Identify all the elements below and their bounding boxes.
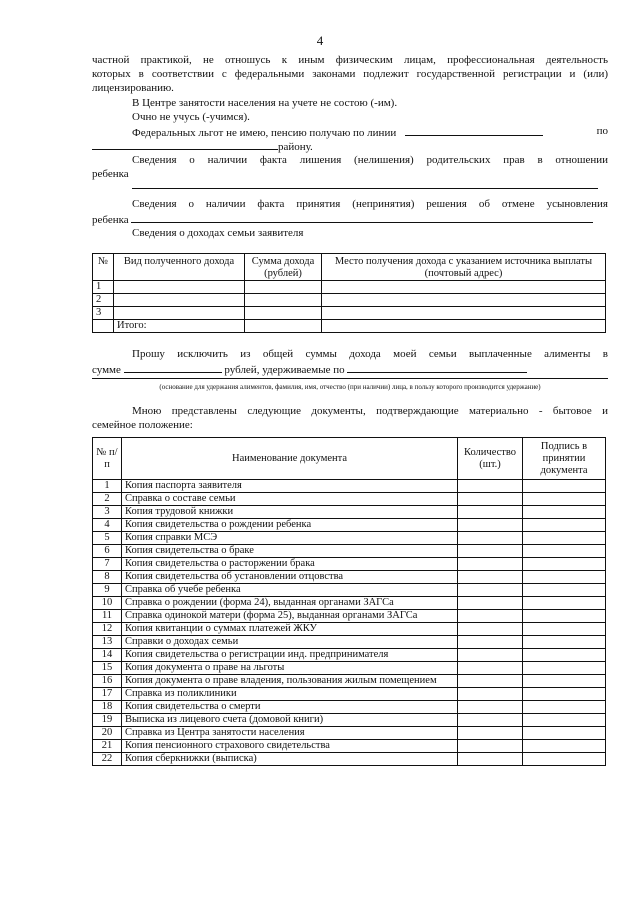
benefits-text-po: по <box>596 125 608 137</box>
adoption-field[interactable] <box>131 211 593 223</box>
doc-name: Справка об учебе ребенка <box>122 584 458 597</box>
doc-num: 12 <box>93 623 122 636</box>
income-row-num: 3 <box>93 307 114 320</box>
income-table-header <box>93 254 606 281</box>
income-row-num: 2 <box>93 294 114 307</box>
doc-sign-cell[interactable] <box>523 662 606 675</box>
table-row <box>93 493 606 506</box>
adoption-line <box>92 211 608 227</box>
doc-name: Справка о рождении (форма 24), выданная органами ЗАГСа <box>122 597 458 610</box>
table-row <box>93 675 606 688</box>
doc-num: 15 <box>93 662 122 675</box>
alimony-sum-field[interactable] <box>124 361 222 373</box>
doc-num: 1 <box>93 480 122 493</box>
doc-num: 5 <box>93 532 122 545</box>
doc-num: 11 <box>93 610 122 623</box>
doc-name: Копия свидетельства о рождении ребенка <box>122 519 458 532</box>
documents-table-body <box>93 480 606 766</box>
doc-num: 18 <box>93 701 122 714</box>
doc-sign-cell[interactable] <box>523 688 606 701</box>
doc-qty-cell[interactable] <box>458 740 523 753</box>
alimony-basis-field[interactable] <box>347 361 527 373</box>
documents-table-header <box>93 438 606 480</box>
doc-qty-cell[interactable] <box>458 584 523 597</box>
doc-qty-cell[interactable] <box>458 688 523 701</box>
doc-qty-cell[interactable] <box>458 493 523 506</box>
doc-qty-cell[interactable] <box>458 610 523 623</box>
table-row <box>93 558 606 571</box>
table-row <box>93 701 606 714</box>
doc-name: Выписка из лицевого счета (домовой книги) <box>122 714 458 727</box>
doc-num: 17 <box>93 688 122 701</box>
doc-name: Справка из Центра занятости населения <box>122 727 458 740</box>
doc-qty-cell[interactable] <box>458 701 523 714</box>
table-row <box>93 662 606 675</box>
doc-sign-cell[interactable] <box>523 675 606 688</box>
doc-num: 7 <box>93 558 122 571</box>
income-row <box>93 307 606 320</box>
doc-name: Копия паспорта заявителя <box>122 480 458 493</box>
doc-name: Копия документа о праве на льготы <box>122 662 458 675</box>
parental-rights-child: ребенка <box>92 168 129 180</box>
doc-qty-cell[interactable] <box>458 714 523 727</box>
col-income-type: Вид полученного дохода <box>114 254 245 281</box>
doc-qty-cell[interactable] <box>458 662 523 675</box>
documents-table <box>92 437 606 766</box>
table-row <box>93 571 606 584</box>
doc-sign-cell[interactable] <box>523 532 606 545</box>
doc-num: 3 <box>93 506 122 519</box>
doc-qty-cell[interactable] <box>458 675 523 688</box>
income-place-cell[interactable] <box>322 281 606 294</box>
doc-sign-cell[interactable] <box>523 740 606 753</box>
doc-name: Справка о составе семьи <box>122 493 458 506</box>
district-field[interactable] <box>92 138 278 150</box>
study-statement: Очно не учусь (-учимся). <box>132 111 250 123</box>
alimony-sum-label: сумме <box>92 364 121 376</box>
table-row <box>93 480 606 493</box>
doc-qty-cell[interactable] <box>458 649 523 662</box>
doc-sign-cell[interactable] <box>523 714 606 727</box>
income-total-row <box>93 320 606 333</box>
income-place-cell[interactable] <box>322 294 606 307</box>
income-table-body <box>93 281 606 333</box>
income-sum-cell[interactable] <box>245 281 322 294</box>
income-row-num: 1 <box>93 281 114 294</box>
table-row <box>93 519 606 532</box>
doc-qty-cell[interactable] <box>458 506 523 519</box>
doc-qty-cell[interactable] <box>458 545 523 558</box>
doc-name: Копия документа о праве владения, пользования жилым помещением <box>122 675 458 688</box>
doc-sign-cell[interactable] <box>523 623 606 636</box>
doc-name: Копия свидетельства о расторжении брака <box>122 558 458 571</box>
doc-qty-cell[interactable] <box>458 532 523 545</box>
paragraph-line: лицензированию. <box>92 82 174 94</box>
col-income-sum: Сумма дохода (рублей) <box>245 254 322 281</box>
table-row <box>93 649 606 662</box>
doc-sign-cell[interactable] <box>523 493 606 506</box>
doc-sign-cell[interactable] <box>523 753 606 766</box>
col-doc-qty: Количество (шт.) <box>458 438 523 480</box>
doc-qty-cell[interactable] <box>458 519 523 532</box>
documents-intro-end: семейное положение: <box>92 419 193 431</box>
income-type-cell[interactable] <box>114 281 245 294</box>
unemployment-statement: В Центре занятости населения на учете не состою (-им). <box>132 97 398 109</box>
doc-name: Копия сберкнижки (выписка) <box>122 753 458 766</box>
doc-sign-cell[interactable] <box>523 610 606 623</box>
doc-sign-cell[interactable] <box>523 519 606 532</box>
doc-num: 8 <box>93 571 122 584</box>
doc-sign-cell[interactable] <box>523 506 606 519</box>
doc-name: Справки о доходах семьи <box>122 636 458 649</box>
col-doc-sign: Подпись в принятии документа <box>523 438 606 480</box>
income-place-cell[interactable] <box>322 307 606 320</box>
table-row <box>93 584 606 597</box>
benefits-text: Федеральных льгот не имею, пенсию получаю по линии <box>132 127 397 139</box>
table-row <box>93 688 606 701</box>
table-row <box>93 753 606 766</box>
table-row <box>93 740 606 753</box>
income-sum-cell[interactable] <box>245 294 322 307</box>
doc-qty-cell[interactable] <box>458 558 523 571</box>
doc-sign-cell[interactable] <box>523 558 606 571</box>
pension-line-field[interactable] <box>405 124 543 136</box>
doc-name: Копия трудовой книжки <box>122 506 458 519</box>
alimony-basis-note: (основание для удержания алиментов, фамилия, имя, отчество (при наличии) лица, в пользу которого производится удержание) <box>159 383 541 391</box>
table-row <box>93 545 606 558</box>
alimony-basis-rule[interactable] <box>92 378 608 379</box>
alimony-withheld-label: рублей, удерживаемые по <box>224 364 345 376</box>
doc-sign-cell[interactable] <box>523 597 606 610</box>
alimony-request: Прошу исключить из общей суммы дохода моей семьи выплаченные алименты в <box>132 348 608 360</box>
doc-qty-cell[interactable] <box>458 753 523 766</box>
doc-name: Справка из поликлиники <box>122 688 458 701</box>
income-heading: Сведения о доходах семьи заявителя <box>132 227 304 239</box>
doc-num: 19 <box>93 714 122 727</box>
doc-name: Копия справки МСЭ <box>122 532 458 545</box>
doc-num: 22 <box>93 753 122 766</box>
income-sum-cell[interactable] <box>245 307 322 320</box>
doc-num: 21 <box>93 740 122 753</box>
doc-num: 2 <box>93 493 122 506</box>
doc-num: 13 <box>93 636 122 649</box>
doc-qty-cell[interactable] <box>458 571 523 584</box>
adoption-child: ребенка <box>92 214 129 226</box>
table-row <box>93 727 606 740</box>
doc-name: Копия квитанции о суммах платежей ЖКУ <box>122 623 458 636</box>
district-text: району. <box>278 141 313 153</box>
doc-qty-cell[interactable] <box>458 480 523 493</box>
income-table <box>92 253 606 333</box>
table-row <box>93 532 606 545</box>
col-doc-name: Наименование документа <box>122 438 458 480</box>
doc-qty-cell[interactable] <box>458 636 523 649</box>
doc-sign-cell[interactable] <box>523 480 606 493</box>
doc-name: Копия свидетельства о регистрации инд. предпринимателя <box>122 649 458 662</box>
page-number: 4 <box>316 33 324 48</box>
doc-name: Справка одинокой матери (форма 25), выданная органами ЗАГСа <box>122 610 458 623</box>
doc-sign-cell[interactable] <box>523 701 606 714</box>
doc-name: Копия свидетельства о браке <box>122 545 458 558</box>
doc-sign-cell[interactable] <box>523 545 606 558</box>
doc-name: Копия пенсионного страхового свидетельства <box>122 740 458 753</box>
doc-sign-cell[interactable] <box>523 571 606 584</box>
parental-rights-field[interactable] <box>132 188 598 189</box>
income-total-label: Итого: <box>114 320 245 333</box>
doc-qty-cell[interactable] <box>458 727 523 740</box>
table-row <box>93 597 606 610</box>
income-row <box>93 294 606 307</box>
table-row <box>93 506 606 519</box>
table-row <box>93 714 606 727</box>
doc-num: 20 <box>93 727 122 740</box>
doc-num: 6 <box>93 545 122 558</box>
income-row <box>93 281 606 294</box>
doc-num: 16 <box>93 675 122 688</box>
doc-num: 14 <box>93 649 122 662</box>
documents-intro: Мною представлены следующие документы, подтверждающие материально - бытовое и <box>132 405 608 417</box>
doc-num: 9 <box>93 584 122 597</box>
col-doc-num: № п/п <box>93 438 122 480</box>
doc-sign-cell[interactable] <box>523 584 606 597</box>
doc-name: Копия свидетельства о смерти <box>122 701 458 714</box>
doc-num: 10 <box>93 597 122 610</box>
table-row <box>93 636 606 649</box>
doc-sign-cell[interactable] <box>523 649 606 662</box>
adoption-heading: Сведения о наличии факта принятия (непринятия) решения об отмене усыновления <box>132 198 608 210</box>
doc-qty-cell[interactable] <box>458 597 523 610</box>
district-line <box>92 138 608 154</box>
table-row <box>93 610 606 623</box>
doc-sign-cell[interactable] <box>523 727 606 740</box>
doc-name: Копия свидетельства об установлении отцовства <box>122 571 458 584</box>
income-type-cell[interactable] <box>114 294 245 307</box>
doc-num: 4 <box>93 519 122 532</box>
col-income-place: Место получения дохода с указанием источника выплаты (почтовый адрес) <box>322 254 606 281</box>
col-num: № <box>93 254 114 281</box>
income-total-num <box>93 320 114 333</box>
parental-rights-heading: Сведения о наличии факта лишения (нелишения) родительских прав в отношении <box>132 154 608 166</box>
doc-sign-cell[interactable] <box>523 636 606 649</box>
income-type-cell[interactable] <box>114 307 245 320</box>
paragraph-line: которых в соответствии с федеральными законами подлежит государственной регистрации и (или) <box>92 68 608 80</box>
alimony-line <box>92 361 608 377</box>
income-total-sum-cell[interactable] <box>245 320 322 333</box>
table-row <box>93 623 606 636</box>
doc-qty-cell[interactable] <box>458 623 523 636</box>
paragraph-line: частной практикой, не отношусь к иным физическим лицам, профессиональная деятельность <box>92 54 608 66</box>
income-total-place-cell[interactable] <box>322 320 606 333</box>
